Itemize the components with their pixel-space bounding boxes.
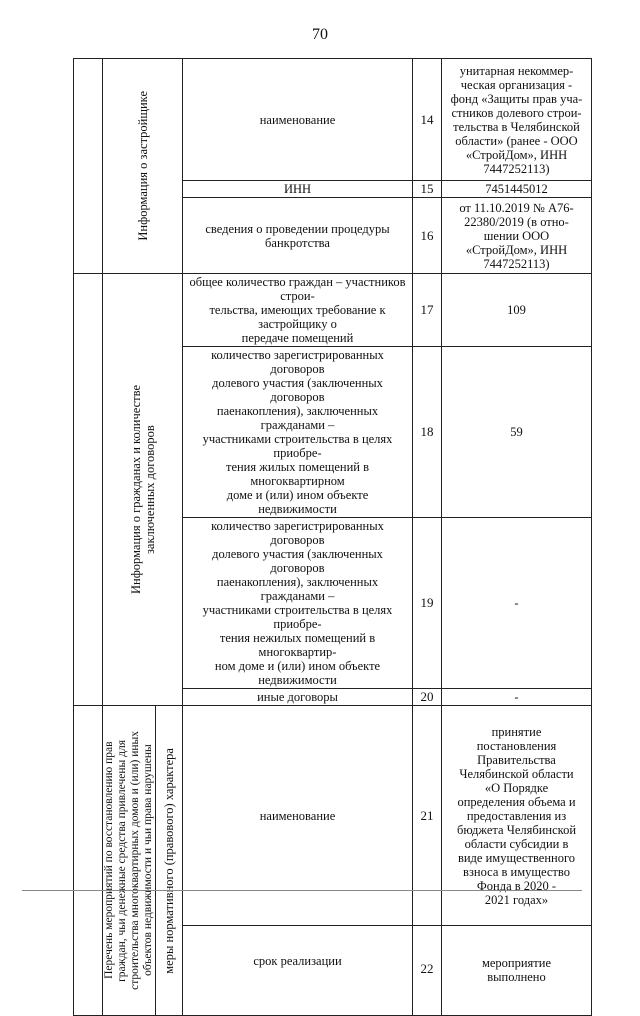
section-citizens-info-text: Информация о гражданах и количестве заключенных договоров xyxy=(128,384,157,594)
row-21-value: принятие постановления Правительства Челябинской области «О Порядке определения объема и предоставления из бюджета Челябинской области субсидии в виде имущественного взноса в имущество Фонда в 2020 - 2021 годах» xyxy=(442,706,592,926)
row-15-value: 7451445012 xyxy=(442,181,592,198)
empty-margin-cell xyxy=(74,274,103,706)
section-developer-info xyxy=(103,59,183,274)
section-normative-measures xyxy=(156,706,183,1016)
row-17-value: 109 xyxy=(442,274,592,347)
row-21-label: наименование xyxy=(183,706,413,926)
section-measures-list-text: Перечень мероприятий по восстановлению прав граждан, чьи денежные средства привлечены для строительства многоквартирных домов и (или) иных объектов недвижимости и чьи права нарушены xyxy=(103,731,154,990)
section-measures-list xyxy=(103,706,156,1016)
row-19-label: количество зарегистрированных договоров долевого участия (заключенных договоров паенакопления), заключенных гражданами – участниками строительства в целях приобре- тения нежилых помещений в многоквартир- ном доме и (или) ином объекте недвижимости xyxy=(183,518,413,689)
row-17-label: общее количество граждан – участников строи- тельства, имеющих требование к застройщику о передаче помещений xyxy=(183,274,413,347)
row-14-value: унитарная некоммер- ческая организация - фонд «Защиты прав уча- стников долевого строи- тельства в Челябинской области» (ранее - ООО «СтройДом», ИНН 7447252113) xyxy=(442,59,592,181)
row-18-number: 18 xyxy=(413,347,442,518)
section-developer-info-text: Информация о застройщике xyxy=(135,91,150,241)
row-20-value: - xyxy=(442,689,592,706)
table-row xyxy=(74,274,592,347)
row-22-value: мероприятие выполнено xyxy=(442,926,592,1016)
table-row xyxy=(74,706,592,926)
bottom-rule xyxy=(22,890,582,891)
section-citizens-info xyxy=(103,274,183,706)
table-row xyxy=(74,59,592,181)
empty-margin-cell xyxy=(74,706,103,1016)
row-16-number: 16 xyxy=(413,198,442,274)
row-21-number: 21 xyxy=(413,706,442,926)
report-table xyxy=(73,58,592,1016)
row-18-label: количество зарегистрированных договоров долевого участия (заключенных договоров паенакопления), заключенных гражданами – участниками строительства в целях приобре- тения жилых помещений в многоквартирном доме и (или) ином объекте недвижимости xyxy=(183,347,413,518)
row-20-label: иные договоры xyxy=(183,689,413,706)
row-14-number: 14 xyxy=(413,59,442,181)
row-16-label: сведения о проведении процедуры банкротства xyxy=(183,198,413,274)
row-15-number: 15 xyxy=(413,181,442,198)
row-19-value: - xyxy=(442,518,592,689)
page-number: 70 xyxy=(312,26,328,43)
row-20-number: 20 xyxy=(413,689,442,706)
row-15-label: ИНН xyxy=(183,181,413,198)
row-17-number: 17 xyxy=(413,274,442,347)
row-22-label: срок реализации xyxy=(183,926,413,1016)
section-normative-measures-text: меры нормативного (правового) характера xyxy=(162,747,176,974)
row-18-value: 59 xyxy=(442,347,592,518)
row-16-value: от 11.10.2019 № А76- 22380/2019 (в отно- шении ООО «СтройДом», ИНН 7447252113) xyxy=(442,198,592,274)
row-14-label: наименование xyxy=(183,59,413,181)
row-22-number: 22 xyxy=(413,926,442,1016)
row-19-number: 19 xyxy=(413,518,442,689)
empty-margin-cell xyxy=(74,59,103,274)
